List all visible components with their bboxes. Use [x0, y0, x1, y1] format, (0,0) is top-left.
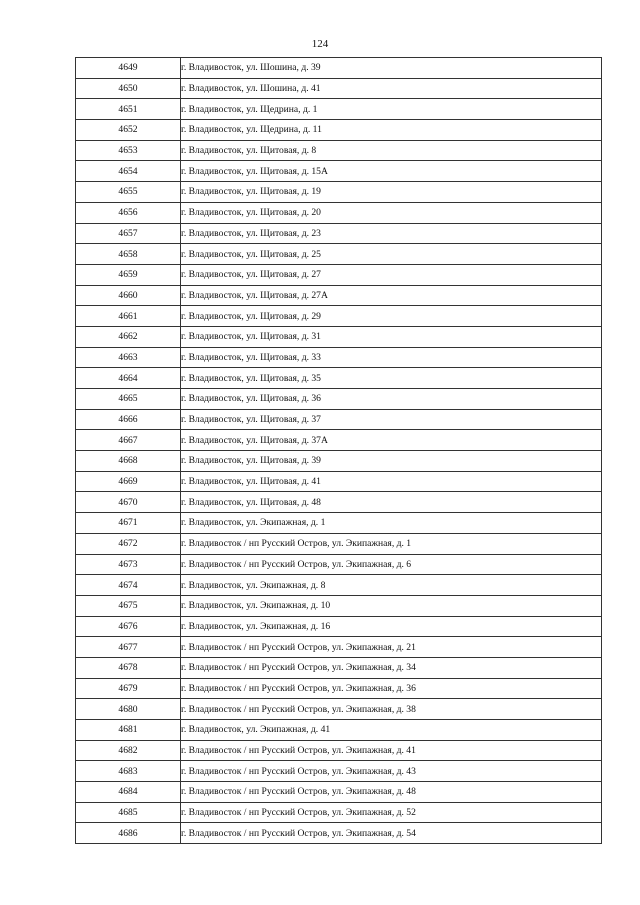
- address-table-body: [76, 58, 602, 844]
- table-row: [76, 492, 602, 513]
- table-row: [76, 699, 602, 720]
- table-row: [76, 740, 602, 761]
- address-cell: г. Владивосток / нп Русский Остров, ул. Экипажная, д. 1: [181, 533, 602, 554]
- address-cell: г. Владивосток, ул. Щитовая, д. 25: [181, 244, 602, 265]
- table-row: [76, 202, 602, 223]
- table-row: [76, 306, 602, 327]
- row-number-cell: 4655: [76, 182, 181, 203]
- table-row: [76, 161, 602, 182]
- address-cell: г. Владивосток, ул. Экипажная, д. 1: [181, 513, 602, 534]
- address-cell: г. Владивосток, ул. Щитовая, д. 39: [181, 451, 602, 472]
- address-cell: г. Владивосток / нп Русский Остров, ул. Экипажная, д. 48: [181, 782, 602, 803]
- address-cell: г. Владивосток, ул. Щитовая, д. 41: [181, 471, 602, 492]
- row-number-cell: 4664: [76, 368, 181, 389]
- table-row: [76, 720, 602, 741]
- row-number-cell: 4653: [76, 140, 181, 161]
- row-number-cell: 4681: [76, 720, 181, 741]
- row-number-cell: 4674: [76, 575, 181, 596]
- row-number-cell: 4677: [76, 637, 181, 658]
- table-row: [76, 326, 602, 347]
- row-number-cell: 4685: [76, 802, 181, 823]
- row-number-cell: 4650: [76, 78, 181, 99]
- table-row: [76, 99, 602, 120]
- address-cell: г. Владивосток, ул. Щитовая, д. 31: [181, 326, 602, 347]
- row-number-cell: 4672: [76, 533, 181, 554]
- row-number-cell: 4673: [76, 554, 181, 575]
- row-number-cell: 4675: [76, 595, 181, 616]
- row-number-cell: 4661: [76, 306, 181, 327]
- table-row: [76, 182, 602, 203]
- row-number-cell: 4671: [76, 513, 181, 534]
- row-number-cell: 4667: [76, 430, 181, 451]
- table-row: [76, 802, 602, 823]
- address-cell: г. Владивосток, ул. Щитовая, д. 48: [181, 492, 602, 513]
- address-cell: г. Владивосток, ул. Щитовая, д. 8: [181, 140, 602, 161]
- address-cell: г. Владивосток, ул. Щитовая, д. 35: [181, 368, 602, 389]
- address-cell: г. Владивосток, ул. Щитовая, д. 33: [181, 347, 602, 368]
- table-row: [76, 78, 602, 99]
- row-number-cell: 4678: [76, 657, 181, 678]
- table-row: [76, 657, 602, 678]
- table-row: [76, 678, 602, 699]
- address-cell: г. Владивосток / нп Русский Остров, ул. Экипажная, д. 52: [181, 802, 602, 823]
- address-cell: г. Владивосток, ул. Шошина, д. 41: [181, 78, 602, 99]
- address-cell: г. Владивосток, ул. Щитовая, д. 19: [181, 182, 602, 203]
- address-cell: г. Владивосток / нп Русский Остров, ул. Экипажная, д. 21: [181, 637, 602, 658]
- address-cell: г. Владивосток, ул. Щитовая, д. 36: [181, 389, 602, 410]
- address-cell: г. Владивосток, ул. Шошина, д. 39: [181, 58, 602, 79]
- table-row: [76, 120, 602, 141]
- row-number-cell: 4665: [76, 389, 181, 410]
- address-cell: г. Владивосток, ул. Щитовая, д. 37: [181, 409, 602, 430]
- address-cell: г. Владивосток, ул. Экипажная, д. 41: [181, 720, 602, 741]
- table-row: [76, 637, 602, 658]
- address-cell: г. Владивосток, ул. Щитовая, д. 37А: [181, 430, 602, 451]
- row-number-cell: 4657: [76, 223, 181, 244]
- row-number-cell: 4652: [76, 120, 181, 141]
- table-row: [76, 761, 602, 782]
- address-cell: г. Владивосток, ул. Экипажная, д. 16: [181, 616, 602, 637]
- table-row: [76, 285, 602, 306]
- address-cell: г. Владивосток, ул. Щедрина, д. 1: [181, 99, 602, 120]
- table-row: [76, 575, 602, 596]
- table-row: [76, 223, 602, 244]
- table-row: [76, 595, 602, 616]
- page-number: 124: [311, 38, 329, 50]
- row-number-cell: 4662: [76, 326, 181, 347]
- address-cell: г. Владивосток, ул. Щедрина, д. 11: [181, 120, 602, 141]
- row-number-cell: 4670: [76, 492, 181, 513]
- row-number-cell: 4682: [76, 740, 181, 761]
- row-number-cell: 4676: [76, 616, 181, 637]
- table-row: [76, 554, 602, 575]
- address-cell: г. Владивосток / нп Русский Остров, ул. Экипажная, д. 36: [181, 678, 602, 699]
- table-row: [76, 140, 602, 161]
- row-number-cell: 4658: [76, 244, 181, 265]
- table-row: [76, 244, 602, 265]
- address-cell: г. Владивосток, ул. Экипажная, д. 10: [181, 595, 602, 616]
- address-cell: г. Владивосток, ул. Щитовая, д. 27А: [181, 285, 602, 306]
- address-cell: г. Владивосток / нп Русский Остров, ул. Экипажная, д. 38: [181, 699, 602, 720]
- row-number-cell: 4680: [76, 699, 181, 720]
- table-row: [76, 471, 602, 492]
- table-row: [76, 451, 602, 472]
- address-cell: г. Владивосток / нп Русский Остров, ул. Экипажная, д. 6: [181, 554, 602, 575]
- table-row: [76, 389, 602, 410]
- address-cell: г. Владивосток, ул. Щитовая, д. 29: [181, 306, 602, 327]
- address-cell: г. Владивосток, ул. Щитовая, д. 23: [181, 223, 602, 244]
- address-cell: г. Владивосток, ул. Экипажная, д. 8: [181, 575, 602, 596]
- row-number-cell: 4686: [76, 823, 181, 844]
- row-number-cell: 4668: [76, 451, 181, 472]
- table-row: [76, 533, 602, 554]
- table-row: [76, 823, 602, 844]
- row-number-cell: 4656: [76, 202, 181, 223]
- address-cell: г. Владивосток / нп Русский Остров, ул. Экипажная, д. 54: [181, 823, 602, 844]
- table-row: [76, 430, 602, 451]
- table-row: [76, 513, 602, 534]
- row-number-cell: 4679: [76, 678, 181, 699]
- row-number-cell: 4684: [76, 782, 181, 803]
- table-row: [76, 409, 602, 430]
- address-cell: г. Владивосток, ул. Щитовая, д. 20: [181, 202, 602, 223]
- address-cell: г. Владивосток, ул. Щитовая, д. 27: [181, 264, 602, 285]
- address-cell: г. Владивосток / нп Русский Остров, ул. Экипажная, д. 41: [181, 740, 602, 761]
- row-number-cell: 4659: [76, 264, 181, 285]
- row-number-cell: 4666: [76, 409, 181, 430]
- row-number-cell: 4654: [76, 161, 181, 182]
- address-table: [75, 57, 602, 844]
- table-row: [76, 347, 602, 368]
- row-number-cell: 4669: [76, 471, 181, 492]
- row-number-cell: 4649: [76, 58, 181, 79]
- row-number-cell: 4663: [76, 347, 181, 368]
- table-row: [76, 58, 602, 79]
- table-row: [76, 264, 602, 285]
- address-cell: г. Владивосток / нп Русский Остров, ул. Экипажная, д. 34: [181, 657, 602, 678]
- address-cell: г. Владивосток / нп Русский Остров, ул. Экипажная, д. 43: [181, 761, 602, 782]
- address-cell: г. Владивосток, ул. Щитовая, д. 15А: [181, 161, 602, 182]
- row-number-cell: 4651: [76, 99, 181, 120]
- table-row: [76, 782, 602, 803]
- table-row: [76, 368, 602, 389]
- row-number-cell: 4683: [76, 761, 181, 782]
- table-row: [76, 616, 602, 637]
- row-number-cell: 4660: [76, 285, 181, 306]
